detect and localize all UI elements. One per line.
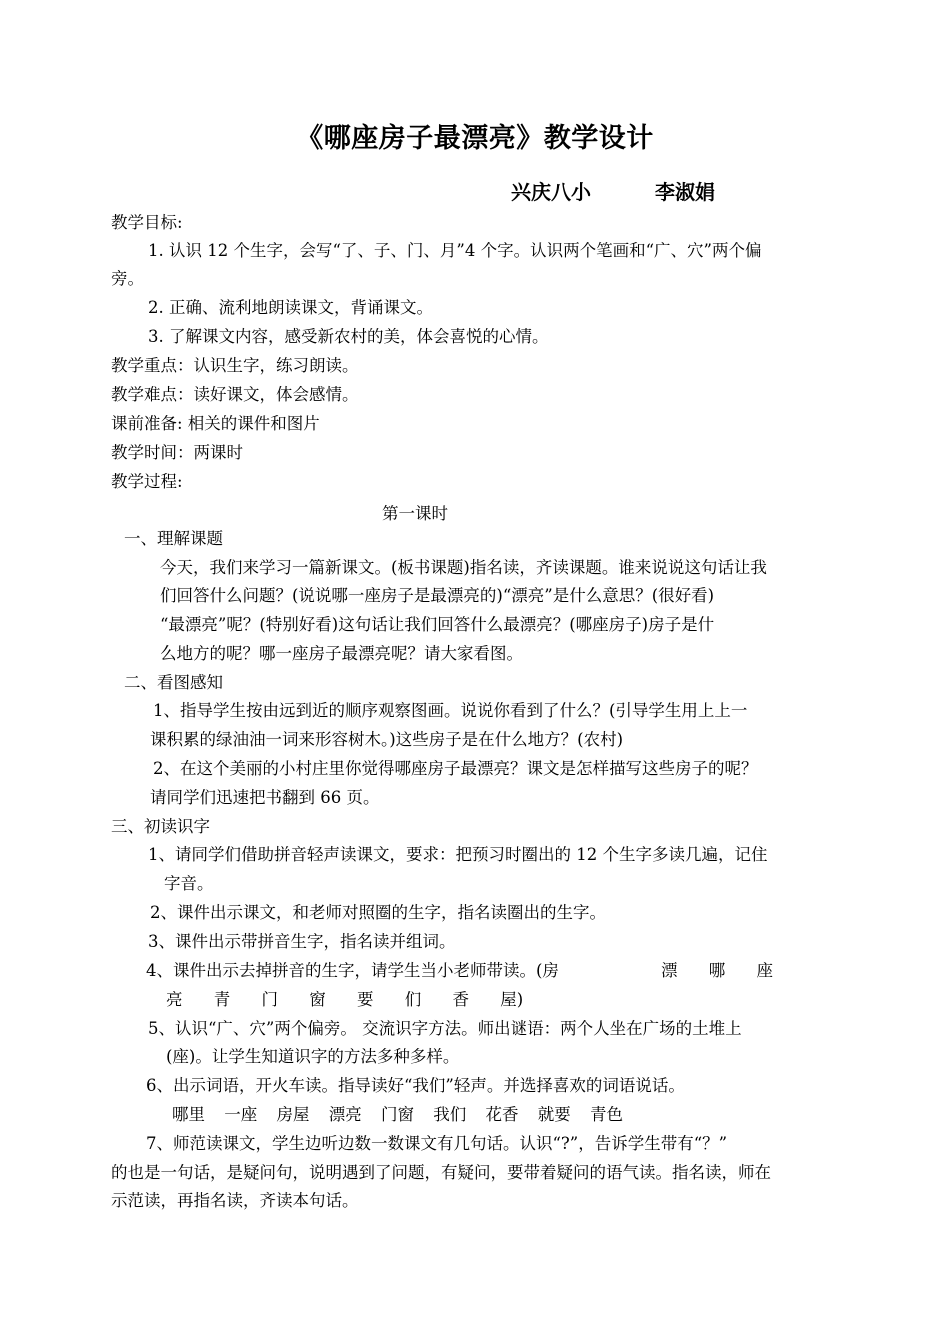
goal-1-line-2: 旁。 [111, 269, 144, 288]
section-2-line-2: 课积累的绿油油一词来形容树木。)这些房子是在什么地方？(农村) [150, 730, 624, 749]
section-3-heading: 三、初读识字 [111, 817, 210, 836]
section-3-item-2: 2、课件出示课文，和老师对照圈的生字，指名读圈出的生字。 [150, 903, 606, 922]
word-item: 门窗 [381, 1105, 414, 1124]
char-item: 哪 [708, 961, 726, 980]
goals-heading: 教学目标: [111, 213, 183, 232]
section-1-line-1: 今天，我们来学习一篇新课文。(板书课题)指名读，齐读课题。谁来说说这句话让我 [160, 558, 767, 577]
word-item: 花香 [485, 1105, 519, 1124]
section-3-item-1-line-2: 字音。 [164, 874, 214, 893]
word-list [172, 1104, 637, 1126]
section-1-heading: 一、理解课题 [124, 529, 223, 548]
word-item: 我们 [433, 1105, 467, 1124]
goal-2: 2. 正确、流利地朗读课文，背诵课文。 [148, 298, 433, 317]
lesson-1-heading: 第一课时 [382, 504, 448, 523]
section-2-heading: 二、看图感知 [124, 673, 223, 692]
section-3-item-6: 6、出示词语，开火车读。指导读好“我们”轻声。并选择喜欢的词语说话。 [146, 1076, 685, 1095]
goal-1-line-1: 1. 认识 12 个生字，会写“了、子、门、月”4 个字。认识两个笔画和“广、穴”两个偏 [148, 241, 762, 260]
char-list-row-2 [166, 989, 549, 1011]
char-item: 门 [261, 990, 278, 1009]
char-item: 窗 [309, 990, 326, 1009]
section-3-item-1-line-1: 1、请同学们借助拼音轻声读课文，要求：把预习时圈出的 12 个生字多读几遍，记住 [148, 845, 768, 864]
char-item: 要 [357, 990, 374, 1009]
document-title: 《哪座房子最漂亮》教学设计 [296, 123, 654, 154]
section-2-line-1: 1、指导学生按由远到近的顺序观察图画。说说你看到了什么？(引导学生用上上一 [153, 701, 748, 720]
teaching-time: 教学时间：两课时 [111, 443, 243, 462]
word-item: 漂亮 [328, 1105, 362, 1124]
preparation: 课前准备: 相关的课件和图片 [111, 414, 320, 433]
section-3-item-5-line-2: (座)。让学生知道识字的方法多种多样。 [166, 1047, 460, 1066]
section-3-item-5-line-1: 5、认识“广、穴”两个偏旁。 交流识字方法。师出谜语：两个人坐在广场的土堆上 [148, 1019, 742, 1038]
char-item: 漂 [661, 961, 678, 980]
section-2-line-3: 2、在这个美丽的小村庄里你觉得哪座房子最漂亮？课文是怎样描写这些房子的呢？ [153, 759, 758, 778]
section-3-item-7-line-1: 7、师范读课文，学生边听边数一数课文有几句话。认识“?”，告诉学生带有“？” [146, 1134, 728, 1153]
author-name: 李淑娟 [655, 180, 715, 204]
word-item: 房屋 [276, 1105, 310, 1124]
section-1-line-4: 么地方的呢？哪一座房子最漂亮呢？请大家看图。 [160, 644, 523, 663]
section-2-line-4: 请同学们迅速把书翻到 66 页。 [150, 788, 380, 807]
char-item: 青 [213, 990, 231, 1009]
school-name: 兴庆八小 [511, 180, 591, 204]
process-heading: 教学过程: [111, 472, 183, 491]
char-list-row-1 [661, 960, 799, 982]
char-item: 们 [404, 990, 422, 1009]
char-item: 亮 [166, 990, 183, 1009]
word-item: 就要 [537, 1105, 571, 1124]
char-item: 屋) [500, 990, 524, 1009]
word-item: 青色 [590, 1105, 623, 1124]
section-1-line-2: 们回答什么问题？(说说哪一座房子是最漂亮的)“漂亮”是什么意思？(很好看) [160, 586, 715, 605]
section-1-line-3: “最漂亮”呢？(特别好看)这句话让我们回答什么最漂亮？(哪座房子)房子是什 [160, 615, 715, 634]
section-3-item-7-line-2: 的也是一句话，是疑问句，说明遇到了问题，有疑问，要带着疑问的语气读。指名读，师在 [111, 1163, 771, 1182]
char-item: 香 [452, 990, 469, 1009]
section-3-item-7-line-3: 示范读，再指名读，齐读本句话。 [111, 1191, 359, 1210]
key-points: 教学重点：认识生字，练习朗读。 [111, 356, 359, 375]
char-item: 座 [756, 961, 773, 980]
word-item: 一座 [224, 1105, 258, 1124]
section-3-item-3: 3、课件出示带拼音生字，指名读并组词。 [148, 932, 456, 951]
goal-3: 3. 了解课文内容，感受新农村的美，体会喜悦的心情。 [148, 327, 549, 346]
word-item: 哪里 [172, 1105, 205, 1124]
difficulties: 教学难点：读好课文，体会感情。 [111, 385, 359, 404]
section-3-item-4: 4、课件出示去掉拼音的生字，请学生当小老师带读。(房 [146, 961, 559, 980]
